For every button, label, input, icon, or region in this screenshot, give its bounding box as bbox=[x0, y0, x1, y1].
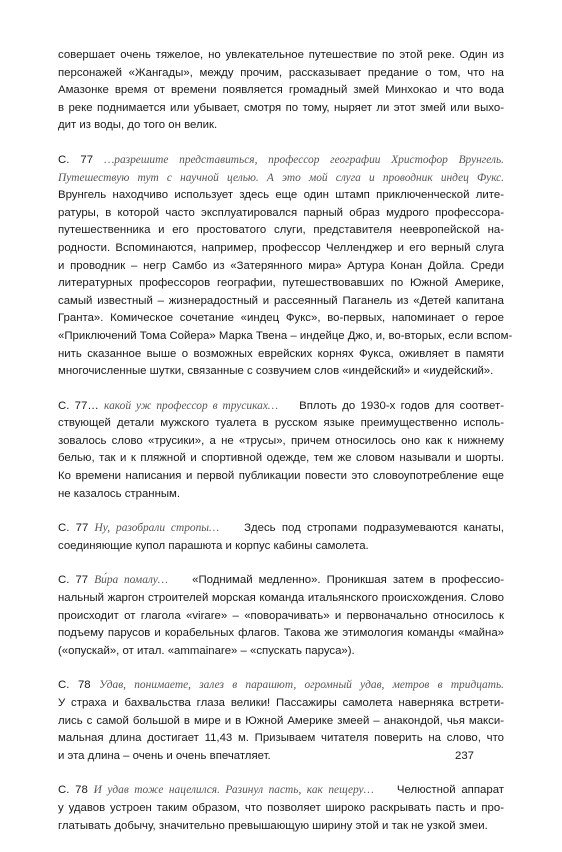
text-line: У страха и бахвальства глаза велики! Пассажиры самолета наверняка встрети- bbox=[58, 697, 504, 709]
text-line: Ко времени написания и первой публикации повести это словоупотребление еще bbox=[58, 470, 504, 483]
text-line: путешественника и его простоватого слуги, представителя неевропейской на- bbox=[58, 224, 504, 237]
text-line: соединяющие купол парашюта и корпус кабины самолета. bbox=[58, 539, 369, 552]
text-line: лись с самой большой в мире и в Южной Америке змеей – анакондой, чья макси- bbox=[58, 714, 504, 727]
page-ref: С. 78 bbox=[58, 679, 91, 692]
paragraph-0 bbox=[58, 47, 504, 135]
text-run: Челюстной аппарат bbox=[396, 784, 504, 797]
text-run: «Поднимай медленно». Проникшая затем в профессио- bbox=[192, 574, 504, 587]
quote: какой уж профессор в трусиках… bbox=[104, 399, 279, 412]
ref-line bbox=[58, 398, 504, 416]
text-line: «Приключений Тома Сойера» Марка Твена – индейце Джо, и, во-вторых, если вспом- bbox=[58, 329, 513, 342]
paragraph-6 bbox=[58, 782, 504, 835]
text-line: Гранта». Комическое сочетание «индец Фукс», во-первых, напоминает о герое bbox=[58, 312, 504, 325]
text-line: нить сказанное выше о возможных еврейских корнях Фукса, оживляет в памяти bbox=[58, 347, 504, 360]
ref-line bbox=[58, 782, 504, 800]
page-ref: С. 77 bbox=[58, 153, 94, 166]
text-line: зовалось слово «трусики», а не «трусы», причем относилось оно как к нижнему bbox=[58, 434, 504, 447]
text-line: и эта длина – очень и очень впечатляет. bbox=[58, 749, 271, 762]
text-line: литературных профессоров географии, путешествовавших по Южной Америке, bbox=[58, 277, 504, 290]
ref-line bbox=[58, 520, 504, 538]
text-run: Вплоть до 1930-х годов для соответ- bbox=[299, 399, 504, 412]
paragraph-4 bbox=[58, 572, 504, 660]
text-line: происходит от глагола «virare» – «поворачивать» и первоначально относилось к bbox=[58, 609, 504, 622]
text-line: многочисленные шутки, связанные с созвучием слов «индейский» и «иудейский». bbox=[58, 365, 494, 378]
text-run: Здесь под стропами подразумеваются канаты, bbox=[244, 522, 504, 535]
paragraph-2 bbox=[58, 398, 504, 504]
ref-line bbox=[58, 572, 504, 590]
page-ref: С. 77 bbox=[58, 574, 89, 587]
text-line: белью, так и к пляжной и спортивной одежде, тем же словом называли и шорты. bbox=[58, 452, 504, 465]
quote: Удав, понимаете, залез в парашют, огромный удав, метров в тридцать. bbox=[99, 679, 504, 692]
text-line: нальный жаргон строителей морская команда итальянского происхождения. Слово bbox=[58, 592, 504, 605]
ref-line bbox=[58, 152, 504, 170]
text-line: мальная длина достигает 11,43 м. Призываем читателя поверить на слово, что bbox=[58, 732, 504, 745]
text-line: самый известный – жизнерадостный и рассеянный Паганель из «Детей капитана bbox=[58, 294, 504, 307]
quote: …разрешите представиться, профессор географии Христофор Врунгель. bbox=[104, 153, 504, 166]
text-line: Врунгель находчиво использует здесь еще один штамп приключенческой лите- bbox=[58, 189, 504, 202]
text-line: Амазонке время от времени появляется громадный змей Минхокао и что вода bbox=[58, 84, 504, 97]
page-body bbox=[58, 47, 513, 852]
quote: И удав тоже нацелился. Разинул пасть, как пещеру… bbox=[93, 784, 374, 797]
paragraph-3 bbox=[58, 520, 504, 555]
paragraph-5 bbox=[58, 677, 504, 765]
quote: Ну, разобрали стропы… bbox=[94, 522, 220, 535]
text-line: родности. Вспоминаются, например, профессор Челленджер и его верный слуга bbox=[58, 241, 504, 254]
text-line: ратуры, в которой часто эксплуатировался парный образ мудрого профессора- bbox=[58, 206, 504, 219]
text-line: дит из воды, до того он велик. bbox=[58, 119, 218, 132]
text-line: глатывать добычу, значительно превышающую ширину этой и так не узкой змеи. bbox=[58, 819, 488, 832]
text-line: совершает очень тяжелое, но увлекательное путешествие по этой реке. Один из bbox=[58, 49, 504, 61]
page-ref: С. 77… bbox=[58, 399, 99, 412]
text-line: персонажей «Жангады», между прочим, рассказывает предание о том, что на bbox=[58, 66, 504, 79]
text-line: ствующей детали мужского туалета в русском языке преимущественно исполь- bbox=[58, 417, 504, 430]
page-ref: С. 78 bbox=[58, 784, 88, 797]
text-line: подъему парусов и корабельных флагов. Такова же этимология команды «майна» bbox=[58, 627, 504, 640]
text-line: в реке поднимается или убывает, смотря по тому, ныряет ли этот змей или выхо- bbox=[58, 101, 504, 114]
quote: Ви́ра помалу… bbox=[94, 574, 168, 587]
paragraph-1 bbox=[58, 152, 513, 381]
text-line: («опускай», от итал. «ammainare» – «спускать паруса»). bbox=[58, 644, 355, 657]
page-number: 237 bbox=[455, 750, 475, 762]
page-ref: С. 77 bbox=[58, 522, 89, 535]
text-line: и проводник – негр Самбо из «Затерянного мира» Артура Конан Дойла. Среди bbox=[58, 259, 504, 272]
text-line: у удавов устроен таким образом, что позволяет широко раскрывать пасть и про- bbox=[58, 801, 504, 814]
ref-line bbox=[58, 677, 504, 695]
quote-line: Путешествую тут с научной целью. А это мой слуга и проводник индец Фукс. bbox=[58, 171, 504, 184]
text-line: не казалось странным. bbox=[58, 487, 181, 500]
